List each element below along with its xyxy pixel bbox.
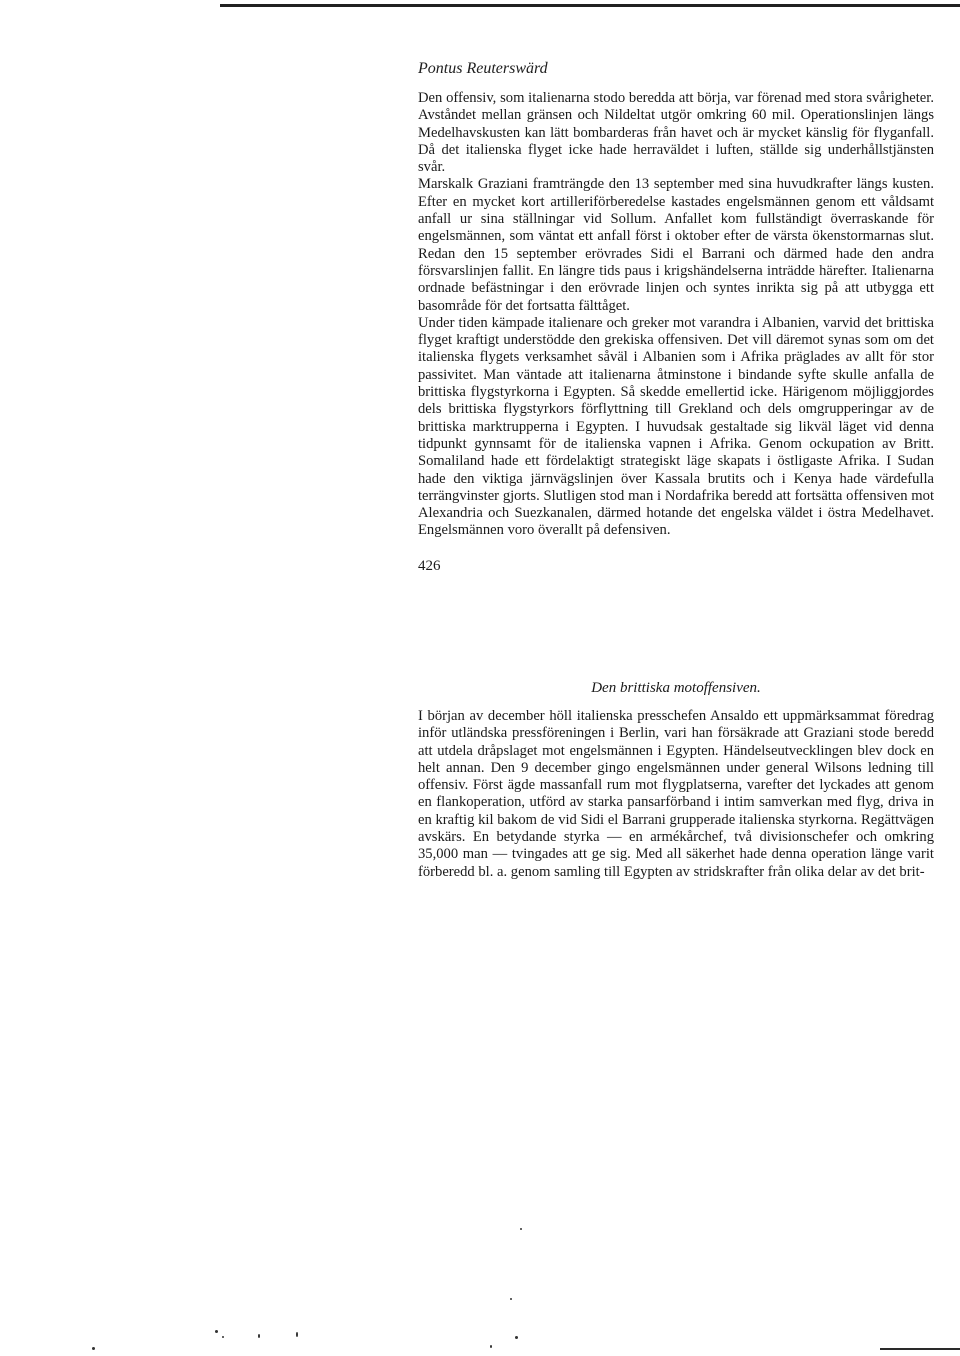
text-block-1	[418, 90, 934, 540]
section-heading: Den brittiska motoffensiven.	[591, 680, 761, 696]
paragraph: Den offensiv, som italienarna stodo beredda att börja, var förenad med stora svårigheter. Avståndet mellan gränsen och Nildeltat utgör omkring 60 mil. Operationslinjen längs Medelhavskusten kan lätt bombarderas från havet och är mycket känslig för flyganfall. Då det italienska flyget icke hade herraväldet i luften, ställde sig underhållstjänsten svår.	[418, 90, 934, 176]
paragraph: I början av december höll italienska presschefen Ansaldo ett uppmärksammat föredrag inför utländska pressföreningen i Berlin, vari han försäkrade att Graziani stode beredd att utdela dråpslaget mot engelsmännen i Egypten. Händelseutvecklingen blev dock en helt annan. Den 9 december gingo engelsmännen under general Wilsons ledning till offensiv. Först ägde massanfall rum mot flygplatserna, varefter det lyckades att genom en flankoperation, utförd av starka pansarförband i intim samverkan med flyg, driva in en kraftig kil bakom de vid Sidi el Barrani grupperade italienska styrkorna. Regättvägen avskärs. En betydande styrka — en armékårchef, två divisionschefer och omkring 35,000 man — tvingades att ge sig. Med all säkerhet hade denna operation länge varit förberedd bl. a. genom samling till Egypten av stridskrafter från olika delar av det brit-	[418, 708, 934, 880]
text-block-2	[418, 708, 934, 881]
bottom-rule	[880, 1348, 960, 1350]
paragraph: Marskalk Graziani framträngde den 13 september med sina huvudkrafter längs kusten. Efter en mycket kort artilleriförberedelse kastades engelsmännen genom ett våldsamt anfall ur sina ställningar vid Sollum. Anfallet kom fullständigt överraskande för engelsmännen, som väntat ett anfall först i oktober efter de värsta ökenstormarnas slut. Redan den 15 september erövrades Sidi el Barrani och därmed hade den andra försvarslinjen fallit. En längre tids paus i krigshändelserna inträdde härefter. Italienarna ordnade befästningar i den erövrade linjen och syntes inrikta sig på att utbygga ett basområde för det fortsatta fälttåget.	[418, 176, 934, 314]
paragraph: Under tiden kämpade italienare och greker mot varandra i Albanien, varvid det brittiska flyget kraftigt understödde den grekiska offensiven. Det vill däremot synas som om det italienska flygets verksamhet såväl i Albanien som i Afrika präglades av allt för stor passivitet. Man väntade att italienarna åtminstone i bindande syfte skulle anfalla de brittiska flygstyrkorna i Egypten. Så skedde emellertid icke. Härigenom möjliggjordes dels brittiska flygstyrkors förflyttning till Grekland och dels omgrupperingar av de brittiska marktrupperna i Egypten. I huvudsak gestaltade sig likväl läget vid denna tidpunkt gynnsamt för de italienska vapnen i Afrika. Genom ockupation av Britt. Somaliland hade ett fördelaktigt strategiskt läge skapats i östligaste Afrika. I Sudan hade den viktiga järnvägslinjen över Kassala brutits och i Kenya hade värdefulla terrängvinster gjorts. Slutligen stod man i Nordafrika beredd att fortsätta offensiven mot Alexandria och Suezkanalen, därmed hotande det engelska väldet i östra Medelhavet. Engelsmännen voro överallt på defensiven.	[418, 314, 934, 539]
page-number: 426	[418, 558, 441, 574]
running-head: Pontus Reuterswärd	[418, 60, 548, 77]
top-rule	[220, 4, 960, 7]
